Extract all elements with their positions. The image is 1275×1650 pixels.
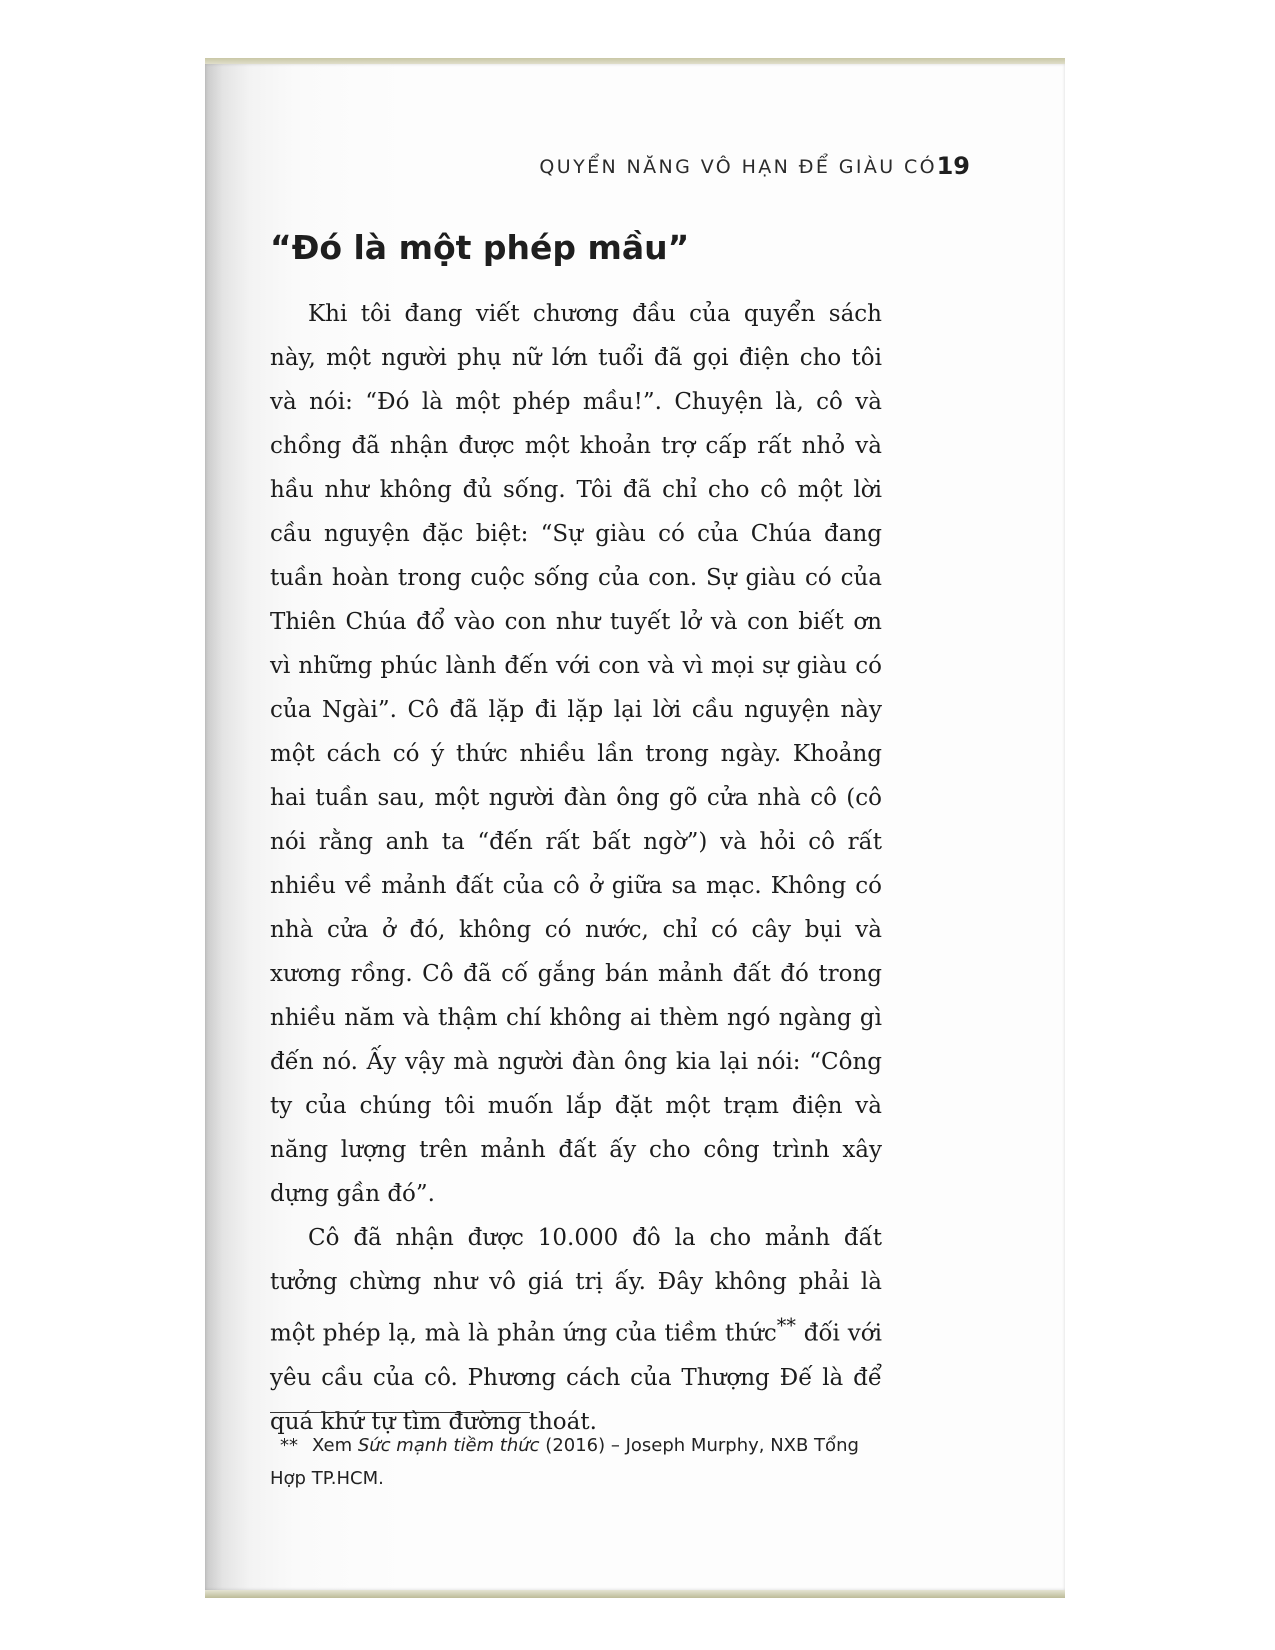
footnote-divider xyxy=(270,1412,530,1413)
body-text xyxy=(270,292,882,1444)
footnote-suffix: (2016) – Joseph Murphy, NXB Tổng Hợp TP.HCM. xyxy=(270,1435,859,1489)
paragraph-1: Khi tôi đang viết chương đầu của quyển sách này, một người phụ nữ lớn tuổi đã gọi điện cho tôi và nói: “Đó là một phép mầu!”. Chuyện là, cô và chồng đã nhận được một khoản trợ cấp rất nhỏ và hầu như không đủ sống. Tôi đã chỉ cho cô một lời cầu nguyện đặc biệt: “Sự giàu có của Chúa đang tuần hoàn trong cuộc sống của con. Sự giàu có của Thiên Chúa đổ vào con như tuyết lở và con biết ơn vì những phúc lành đến với con và vì mọi sự giàu có của Ngài”. Cô đã lặp đi lặp lại lời cầu nguyện này một cách có ý thức nhiều lần trong ngày. Khoảng hai tuần sau, một người đàn ông gõ cửa nhà cô (cô nói rằng anh ta “đến rất bất ngờ”) và hỏi cô rất nhiều về mảnh đất của cô ở giữa sa mạc. Không có nhà cửa ở đó, không có nước, chỉ có cây bụi và xương rồng. Cô đã cố gắng bán mảnh đất đó trong nhiều năm và thậm chí không ai thèm ngó ngàng gì đến nó. Ấy vậy mà người đàn ông kia lại nói: “Công ty của chúng tôi muốn lắp đặt một trạm điện và năng lượng trên mảnh đất ấy cho công trình xây dựng gần đó”. xyxy=(270,301,882,1207)
book-page xyxy=(205,64,1065,1590)
section-title: “Đó là một phép mầu” xyxy=(270,228,690,267)
footnote-reference: ** xyxy=(776,1314,796,1337)
paragraph-2-text-a: Cô đã nhận được 10.000 đô la cho mảnh đất tưởng chừng như vô giá trị ấy. Đây không phải là một phép lạ, mà là phản ứng của tiềm thức xyxy=(270,1225,882,1347)
footnote-prefix: Xem xyxy=(312,1435,358,1456)
paragraph-2 xyxy=(270,1216,882,1444)
paragraph-2-text-b: đối với yêu cầu của cô. Phương cách của Thượng Đế là để quá khứ tự tìm đường thoát. xyxy=(270,1320,882,1435)
footnote-book-title: Sức mạnh tiềm thức xyxy=(357,1435,540,1456)
footnote xyxy=(270,1429,888,1495)
running-head: QUYỂN NĂNG VÔ HẠN ĐỂ GIÀU CÓ xyxy=(539,156,937,178)
footnote-marker: ** xyxy=(280,1435,298,1456)
page-number: 19 xyxy=(936,152,970,180)
